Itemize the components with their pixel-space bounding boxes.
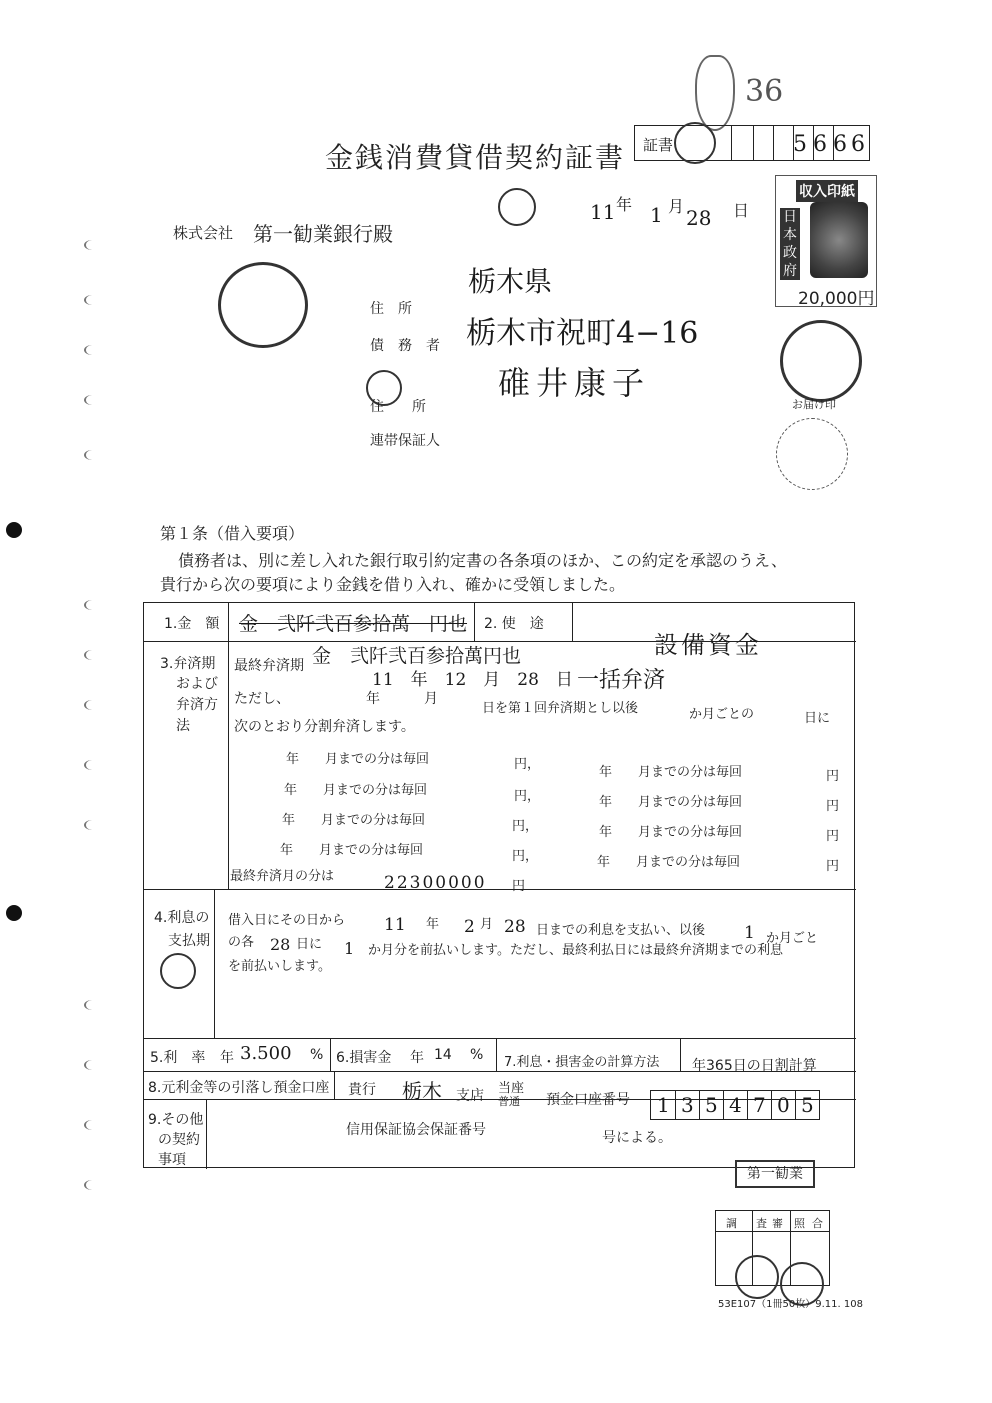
debtor-label: 債 務 者 [370,338,440,354]
tadashi-month: 月 [424,691,438,707]
calc-method-label: 7.利息・損害金の計算方法 [504,1055,660,1070]
installment-left-yen-4: 円， [512,849,539,864]
approval-stamp: 第一勧業 [735,1160,815,1188]
article1-body-line2: 貴行から次の要項により金銭を借り入れ、確かに受領しました。 [160,575,625,594]
loan-terms-table [143,602,855,1168]
account-bank: 貴行 [348,1082,376,1098]
punch-hole-2 [6,905,22,921]
amount-label: 1.金 額 [164,616,220,632]
tadashi-year: 年 [366,691,380,707]
other-terms-label-3: 事項 [158,1152,186,1168]
cert-digit-2: 6 [813,132,827,157]
installment-left-1: 年 月までの分は毎回 [286,752,430,767]
purpose-value: 設備資金 [654,631,762,659]
interest-day-each: 28 [270,935,291,954]
interest-months-2: 1 [344,939,355,958]
approval-label-4: 照 [794,1217,805,1230]
revenue-stamp-issuer: 日本政府 [780,208,800,280]
day-text: 日に [804,711,831,726]
approval-label-3: 審 [772,1217,783,1230]
repayment-label-2: および [176,676,218,692]
installment-right-yen-3: 円 [826,829,840,844]
account-digit-6: 0 [777,1093,790,1117]
document-title: 金銭消費貸借契約証書 [325,141,626,174]
account-digit-4: 4 [729,1093,742,1117]
repayment-label-4: 法 [176,718,190,734]
installment-left-3: 年 月までの分は毎回 [282,813,426,828]
registered-seal [780,320,862,402]
approval-label-2: 査 [756,1217,767,1230]
cert-digit-4: 6 [851,132,865,157]
interest-year-label: 年 [426,917,440,932]
guarantor-label: 連帯保証人 [370,433,440,449]
installment-left-yen-2: 円， [514,789,541,804]
other-terms-label-1: 9.その他 [148,1112,204,1128]
amount-written: 金 弐阡弐百参拾萬円也 [312,645,522,667]
interest-text-4: の各 [228,935,255,950]
revenue-stamp-label: 収入印紙 [796,180,858,202]
approval-seal-1 [735,1255,779,1299]
guarantee-number-text: 信用保証協会保証番号 [346,1122,486,1138]
repayment-label-1: 3.弁済期 [160,656,216,672]
interest-text-3: か月ごと [766,931,819,946]
article1-heading: 第１条（借入要項） [160,524,305,543]
installment-right-yen-2: 円 [826,799,840,814]
account-label: 8.元利金等の引落し預金口座 [148,1080,330,1096]
installment-right-yen-4: 円 [826,859,840,874]
penalty-percent: % [470,1047,484,1063]
penalty-year: 年 [410,1050,424,1066]
guarantor-seal-placeholder [776,418,848,490]
date-year: 11 [590,200,616,224]
installment-right-1: 年 月までの分は毎回 [599,765,743,780]
interest-year: 11 [384,915,406,935]
installment-right-3: 年 月までの分は毎回 [599,825,743,840]
final-month-label: 最終弁済月の分は [230,869,335,884]
installments-intro: 次のとおり分割弁済します。 [234,719,415,735]
interest-text-6: か月分を前払いします。ただし、最終利払日には最終弁済期までの利息 [368,943,783,958]
account-number-label: 預金口座番号 [546,1092,630,1108]
date-month-label: 月 [668,197,685,216]
account-number-box [650,1090,820,1120]
repayment-label-3: 弁済方 [176,697,218,713]
final-repayment-label: 最終弁済期 [234,658,304,674]
installment-left-yen-3: 円， [512,819,539,834]
tadashi-text: ただし、 [234,691,290,707]
punch-hole-1 [6,522,22,538]
debtor-address-line2: 栃木市祝町4−16 [466,316,699,351]
account-branch-name: 栃木 [402,1079,442,1103]
installment-right-4: 年 月までの分は毎回 [597,855,741,870]
date-day-label: 日 [733,201,750,220]
date-seal [498,188,536,226]
account-digit-2: 3 [681,1093,694,1117]
flower-icon [810,202,868,278]
addressee-prefix: 株式会社 [173,224,234,242]
purpose-label: 2. 使 途 [484,616,544,632]
interest-text-5: 日に [296,937,323,952]
addressee-name: 第一勧業銀行殿 [253,222,393,246]
interest-text-7: を前払いします。 [228,959,331,974]
penalty-label: 6.損害金 [336,1050,392,1066]
corner-mark: 36 [745,74,784,109]
final-month-yen: 円 [512,879,526,894]
installment-left-4: 年 月までの分は毎回 [280,843,424,858]
account-digit-1: 1 [657,1093,670,1117]
amount-struck-text: 金 弐阡弐百参拾萬 円也 [239,613,468,635]
account-type-current: 当座 [498,1081,525,1096]
approval-label-1: 調 [726,1217,737,1230]
date-day: 28 [686,206,712,230]
cert-digit-1: 5 [793,132,807,157]
installment-right-yen-1: 円 [826,769,840,784]
debtor-name: 碓井康子 [498,364,651,402]
penalty-value: 14 [434,1047,452,1063]
installment-left-yen-1: 円， [514,757,541,772]
account-digit-3: 5 [705,1093,718,1117]
final-month-amount: 22300000 [384,873,487,893]
certificate-label: 証書 [643,136,674,154]
approval-label-5: 合 [812,1217,823,1230]
first-repayment-text: 日を第１回弁済期とし以後 [482,701,639,716]
bank-seal [218,262,308,348]
interest-seal [160,953,196,989]
rate-year: 年 [220,1050,234,1066]
registered-seal-caption: お届け印 [792,398,836,411]
revenue-stamp [775,175,877,307]
installment-left-2: 年 月までの分は毎回 [284,783,428,798]
certificate-number-box [634,125,870,161]
account-type-ordinary: 普通 [498,1095,520,1108]
form-code: 53E107（1冊50枚）9.11. 108 [718,1299,863,1310]
rate-value: 3.500 [240,1043,292,1064]
debtor-address-line1: 栃木県 [468,265,553,298]
interest-month-label: 月 [480,917,494,932]
rate-percent: % [310,1047,324,1063]
final-repayment-date: 11 年 12 月 28 日 [372,670,573,690]
calc-method-value: 年365日の日割計算 [692,1058,817,1074]
interest-day: 28 [504,917,526,937]
date-year-label: 年 [616,195,633,214]
account-digit-7: 5 [801,1093,814,1117]
interest-text-2: 日までの利息を支払い、以後 [536,923,706,938]
account-digit-5: 7 [753,1093,766,1117]
date-month: 1 [650,203,663,227]
guarantee-number-suffix: 号による。 [602,1130,672,1146]
guarantor-address-label: 住 所 [370,399,426,415]
interest-text-1: 借入日にその日から [228,913,346,928]
cert-digit-3: 6 [833,132,847,157]
article1-body-line1: 債務者は、別に差し入れた銀行取引約定書の各条項のほか、この約定を承認のうえ、 [178,551,787,570]
interest-label-2: 支払期 [168,933,210,949]
every-months-text: か月ごとの [689,707,755,722]
interest-months: 1 [744,923,755,943]
cert-seal [674,122,716,164]
corner-scribble [695,55,735,131]
lump-sum-repayment: 一括弁済 [577,668,666,693]
account-branch-label: 支店 [456,1088,484,1104]
revenue-stamp-amount: 20,000円 [798,289,875,309]
installment-right-2: 年 月までの分は毎回 [599,795,743,810]
other-terms-label-2: の契約 [158,1132,200,1148]
rate-label: 5.利 率 [150,1050,206,1066]
debtor-address-label: 住 所 [370,301,412,317]
interest-label-1: 4.利息の [154,910,210,926]
interest-month: 2 [464,917,475,937]
